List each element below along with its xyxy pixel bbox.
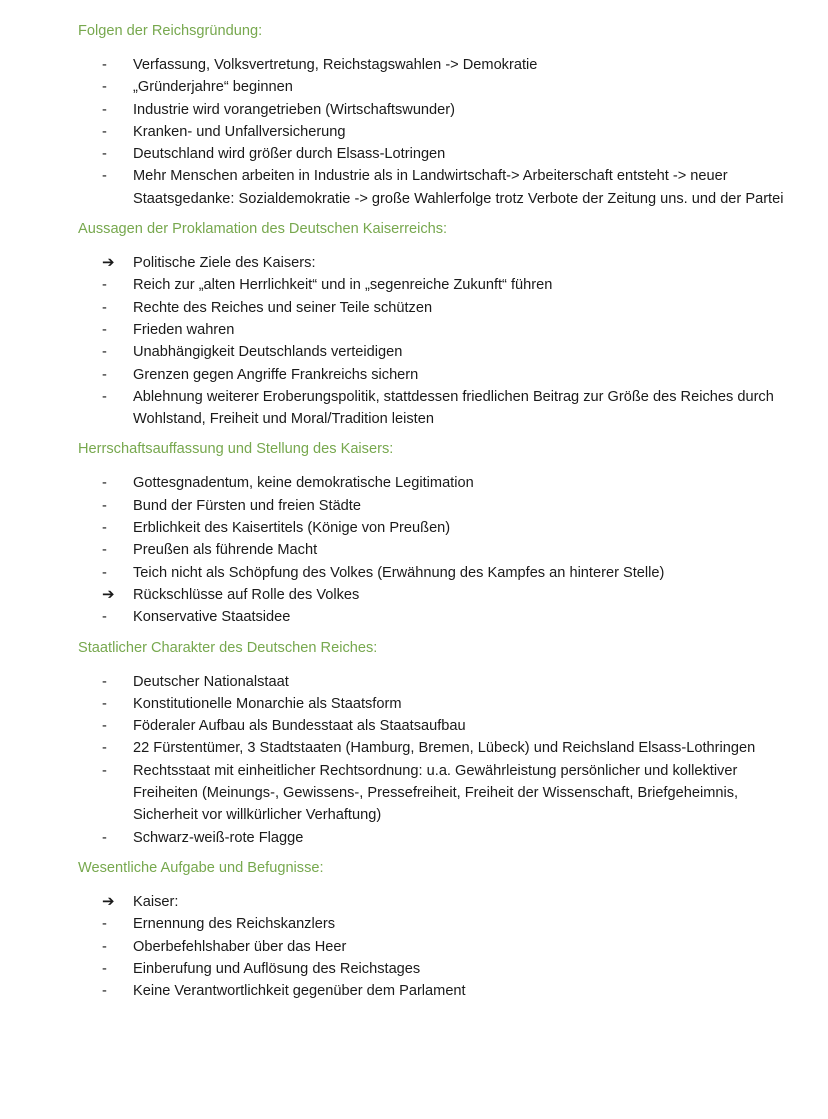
dash-bullet-icon [102, 297, 122, 319]
list-item [78, 54, 788, 76]
dash-bullet-icon [102, 760, 122, 782]
list-item [78, 760, 788, 827]
list-item-text: Kranken- und Unfallversicherung [133, 123, 346, 140]
list-item [78, 341, 788, 363]
list-item [78, 539, 788, 561]
list-item-text: Industrie wird vorangetrieben (Wirtschaftswunder) [133, 101, 456, 118]
list-item-text: Keine Verantwortlichkeit gegenüber dem Parlament [133, 983, 466, 1000]
dash-bullet-icon [102, 472, 122, 494]
arrow-right-icon [102, 891, 122, 913]
bullet-list [78, 891, 788, 1002]
dash-bullet-icon [102, 936, 122, 958]
list-item [78, 274, 788, 296]
list-item-text: Ernennung des Reichskanzlers [133, 916, 335, 933]
dash-bullet-icon [102, 341, 122, 363]
list-item [78, 472, 788, 494]
dash-bullet-icon [102, 980, 122, 1002]
list-item-text: Unabhängigkeit Deutschlands verteidigen [133, 344, 403, 361]
list-item [78, 495, 788, 517]
list-item-text: Mehr Menschen arbeiten in Industrie als in Landwirtschaft-> Arbeiterschaft entsteht -> neuer Staatsgedanke: Sozialdemokratie -> große Wahlerfolge trotz Verbote der Zeitung uns. und der Partei [133, 168, 784, 207]
list-item-text: Rechtsstaat mit einheitlicher Rechtsordnung: u.a. Gewährleistung persönlicher und kollektiver Freiheiten (Meinungs-, Gewissens-, Pressefreiheit, Freiheit der Wissenschaft, Briefgeheimnis, Sicherheit vor willkürlicher Verhaftung) [133, 762, 739, 824]
list-item [78, 693, 788, 715]
list-item-text: Konstitutionelle Monarchie als Staatsform [133, 695, 402, 712]
list-item-text: Föderaler Aufbau als Bundesstaat als Staatsaufbau [133, 718, 466, 735]
dash-bullet-icon [102, 165, 122, 187]
dash-bullet-icon [102, 913, 122, 935]
dash-bullet-icon [102, 54, 122, 76]
dash-bullet-icon [102, 274, 122, 296]
list-item [78, 584, 788, 606]
section-heading: Wesentliche Aufgabe und Befugnisse: [78, 859, 324, 876]
list-item [78, 715, 788, 737]
list-item [78, 386, 788, 431]
list-item-text: Reich zur „alten Herrlichkeit“ und in „segenreiche Zukunft“ führen [133, 277, 553, 294]
list-item-text: Politische Ziele des Kaisers: [133, 255, 316, 272]
list-item-text: Teich nicht als Schöpfung des Volkes (Erwähnung des Kampfes an hinterer Stelle) [133, 564, 665, 581]
list-item-text: Preußen als führende Macht [133, 542, 318, 559]
list-item-text: Gottesgnadentum, keine demokratische Legitimation [133, 475, 474, 492]
section-heading: Staatlicher Charakter des Deutschen Reiches: [78, 639, 378, 656]
dash-bullet-icon [102, 606, 122, 628]
list-item-text: Rechte des Reiches und seiner Teile schützen [133, 299, 433, 316]
document-body [78, 20, 788, 1002]
dash-bullet-icon [102, 364, 122, 386]
bullet-list [78, 671, 788, 849]
list-item [78, 364, 788, 386]
list-item-text: Ablehnung weiterer Eroberungspolitik, stattdessen friedlichen Beitrag zur Größe des Reiches durch Wohlstand, Freiheit und Moral/Tradition leisten [133, 388, 774, 428]
list-item-text: Schwarz-weiß-rote Flagge [133, 829, 304, 846]
list-item-text: Kaiser: [133, 893, 179, 910]
dash-bullet-icon [102, 737, 122, 759]
section-heading: Aussagen der Proklamation des Deutschen Kaiserreichs: [78, 221, 448, 238]
section-heading: Herrschaftsauffassung und Stellung des Kaisers: [78, 441, 394, 458]
list-item [78, 936, 788, 958]
list-item [78, 99, 788, 121]
dash-bullet-icon [102, 517, 122, 539]
dash-bullet-icon [102, 827, 122, 849]
dash-bullet-icon [102, 121, 122, 143]
list-item [78, 517, 788, 539]
section [78, 857, 788, 1002]
section-heading: Folgen der Reichsgründung: [78, 23, 263, 39]
list-item-text: Oberbefehlshaber über das Heer [133, 938, 347, 955]
arrow-right-icon [102, 584, 122, 606]
dash-bullet-icon [102, 386, 122, 408]
list-item [78, 606, 788, 628]
dash-bullet-icon [102, 715, 122, 737]
section [78, 20, 788, 210]
list-item [78, 958, 788, 980]
section [78, 438, 788, 628]
list-item [78, 319, 788, 341]
list-item-text: Bund der Fürsten und freien Städte [133, 497, 361, 514]
list-item-text: Erblichkeit des Kaisertitels (Könige von Preußen) [133, 520, 451, 537]
dash-bullet-icon [102, 693, 122, 715]
bullet-list [78, 54, 788, 210]
list-item-text: Deutschland wird größer durch Elsass-Lotringen [133, 146, 446, 163]
list-item [78, 562, 788, 584]
list-item-text: Einberufung und Auflösung des Reichstages [133, 960, 421, 977]
dash-bullet-icon [102, 562, 122, 584]
list-item [78, 913, 788, 935]
list-item-text: Verfassung, Volksvertretung, Reichstagswahlen -> Demokratie [133, 57, 538, 73]
dash-bullet-icon [102, 495, 122, 517]
list-item-text: Rückschlüsse auf Rolle des Volkes [133, 586, 360, 603]
dash-bullet-icon [102, 76, 122, 98]
list-item-text: Deutscher Nationalstaat [133, 673, 289, 690]
list-item-text: Konservative Staatsidee [133, 609, 291, 626]
list-item [78, 827, 788, 849]
dash-bullet-icon [102, 539, 122, 561]
dash-bullet-icon [102, 143, 122, 165]
list-item [78, 737, 788, 759]
list-item [78, 252, 788, 274]
list-item [78, 891, 788, 913]
dash-bullet-icon [102, 671, 122, 693]
list-item [78, 121, 788, 143]
list-item [78, 165, 788, 210]
list-item-text: Frieden wahren [133, 321, 235, 338]
section [78, 637, 788, 849]
dash-bullet-icon [102, 99, 122, 121]
list-item [78, 143, 788, 165]
bullet-list [78, 252, 788, 430]
list-item-text: „Gründerjahre“ beginnen [133, 79, 293, 96]
list-item-text: 22 Fürstentümer, 3 Stadtstaaten (Hamburg, Bremen, Lübeck) und Reichsland Elsass-Lothringen [133, 740, 756, 757]
section [78, 218, 788, 430]
dash-bullet-icon [102, 958, 122, 980]
list-item [78, 76, 788, 98]
list-item [78, 671, 788, 693]
dash-bullet-icon [102, 319, 122, 341]
list-item [78, 980, 788, 1002]
arrow-right-icon [102, 252, 122, 274]
list-item-text: Grenzen gegen Angriffe Frankreichs sichern [133, 366, 419, 383]
bullet-list [78, 472, 788, 628]
list-item [78, 297, 788, 319]
